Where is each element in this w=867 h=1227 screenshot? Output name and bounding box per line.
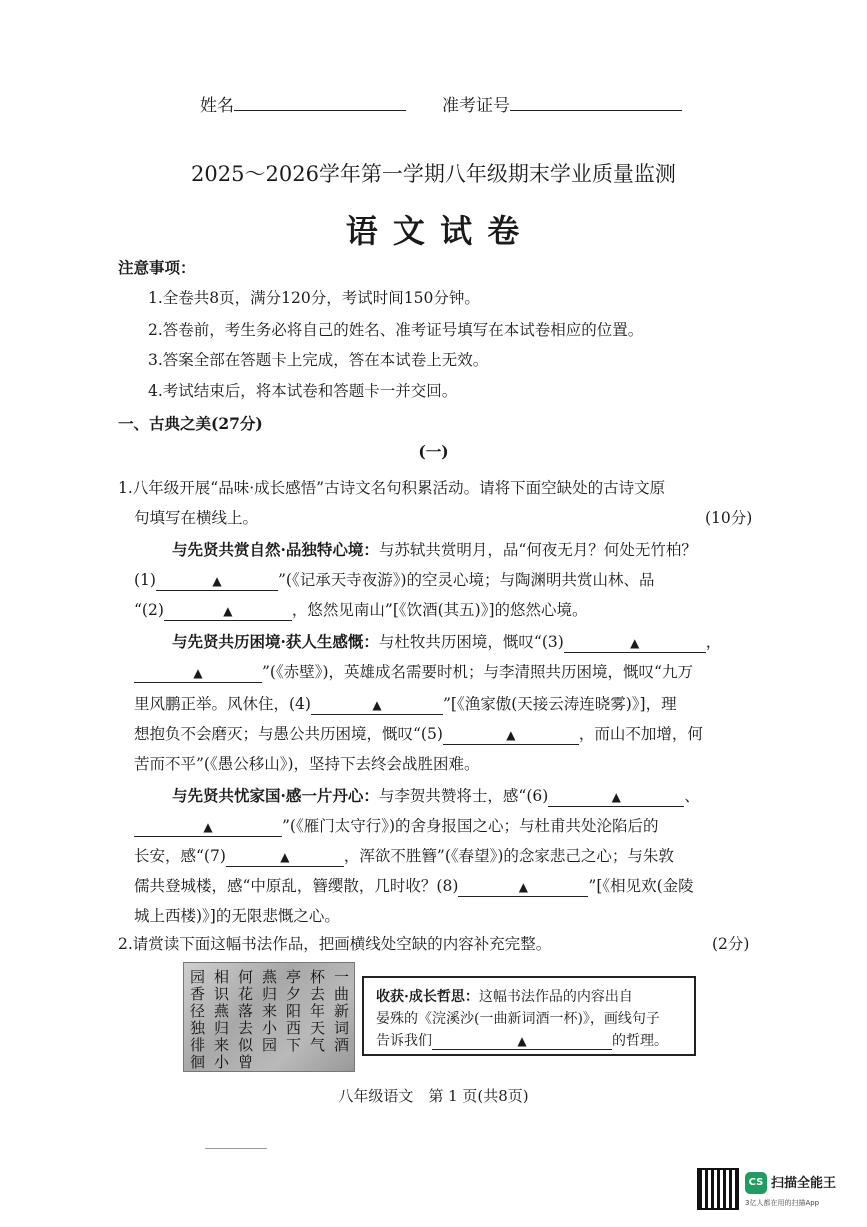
calligraphy-column: 园香径独徘徊 xyxy=(188,969,206,1071)
exam-id-blank xyxy=(510,94,682,111)
app-logo-icon: CS xyxy=(745,1172,767,1194)
calligraphy-column: 何花落去似曾 xyxy=(236,969,254,1071)
triangle-icon: ▲ xyxy=(223,604,233,618)
section-heading: 一、古典之美(27分) xyxy=(118,414,263,433)
para-text: 儒共登城楼，感“中原乱，簪缨散，几时收？(8) xyxy=(134,877,459,895)
answer-blank-1 xyxy=(156,571,278,591)
q1-para3-line1: 与先贤共忧家国·感一片丹心：与李贺共赞将士，感“(6) ▲ 、 xyxy=(172,786,700,805)
note-item: 1.全卷共8页，满分120分，考试时间150分钟。 xyxy=(148,289,480,307)
answer-blank-3b xyxy=(134,663,262,683)
q1-para1-line3 xyxy=(134,600,588,621)
app-name: 扫描全能王 xyxy=(771,1176,837,1191)
exam-id-label: 准考证号 xyxy=(442,96,510,116)
q1-para2-line4 xyxy=(134,724,703,745)
para-text: ，悠然见南山”[《饮酒(其五)》]的悠然心境。 xyxy=(291,601,588,619)
para-lead: 与先贤共赏自然·品独特心境： xyxy=(172,540,379,559)
exam-subtitle: 2025～2026学年第一学期八年级期末学业质量监测 xyxy=(191,162,676,186)
app-tagline: 3亿人都在用的扫描App xyxy=(745,1199,820,1207)
para-text: 里风鹏正举。风休住，(4) xyxy=(134,695,311,713)
para-text: 与苏轼共赏明月，品“何夜无月？何处无竹柏？ xyxy=(378,541,697,559)
triangle-icon: ▲ xyxy=(212,574,222,588)
box-line3 xyxy=(376,1030,682,1052)
para-text: 想抱负不会磨灭；与愚公共历困境，慨叹“(5) xyxy=(134,725,443,743)
para-text: 与李贺共赞将士，感“(6) xyxy=(378,787,549,805)
q1-para3-line3 xyxy=(134,846,674,867)
qr-code-icon xyxy=(697,1168,739,1210)
para-text: ”(《记承天寺夜游》)的空灵心境；与陶渊明共赏山林、品 xyxy=(277,571,655,589)
triangle-icon: ▲ xyxy=(193,666,203,680)
page-footer: 八年级语文 第 1 页(共8页) xyxy=(338,1087,529,1105)
q1-para1-line1 xyxy=(172,540,697,560)
box-line1 xyxy=(376,986,682,1008)
divider xyxy=(205,1148,267,1149)
triangle-icon: ▲ xyxy=(506,728,516,742)
calligraphy-column: 燕归来小园 xyxy=(260,969,278,1054)
answer-blank-8 xyxy=(458,877,588,897)
calligraphy-image xyxy=(183,962,355,1072)
answer-blank-q2 xyxy=(432,1033,612,1050)
box-lead: 收获·成长哲思： xyxy=(376,989,479,1005)
note-item: 2.答卷前，考生务必将自己的姓名、准考证号填写在本试卷相应的位置。 xyxy=(148,321,644,339)
exam-title: 语 文 试 卷 xyxy=(345,212,522,250)
para-text: 长安，感“(7) xyxy=(134,847,226,865)
box-text: 的哲理。 xyxy=(612,1033,668,1049)
para-lead: 与先贤共历困境·获人生感慨： xyxy=(172,632,379,651)
q1-para1-line2 xyxy=(134,570,655,591)
q1-stem-line1: 1.八年级开展“品味·成长感悟”古诗文名句积累活动。请将下面空缺处的古诗文原 xyxy=(118,479,666,497)
answer-blank-6a xyxy=(548,787,684,807)
para-text: ”[《相见欢(金陵 xyxy=(588,877,694,895)
answer-blank-6b xyxy=(134,817,282,837)
notes-heading: 注意事项： xyxy=(118,258,196,277)
q1-stem-line2: 句填写在横线上。 xyxy=(134,509,259,527)
note-item: 4.考试结束后，将本试卷和答题卡一并交回。 xyxy=(148,382,458,400)
answer-blank-5 xyxy=(443,725,579,745)
name-blank xyxy=(234,94,406,111)
triangle-icon: ▲ xyxy=(611,790,621,804)
calligraphy-column: 相识燕归来小 xyxy=(212,969,230,1071)
triangle-icon: ▲ xyxy=(280,850,290,864)
q1-para2-line3 xyxy=(134,694,677,715)
box-line2: 晏殊的《浣溪沙(一曲新词酒一杯)》，画线句子 xyxy=(376,1011,660,1027)
q1-para2-line1: 与先贤共历困境·获人生感慨：与杜牧共历困境，慨叹“(3) ▲ ， xyxy=(172,632,722,651)
answer-blank-2 xyxy=(164,601,292,621)
answer-blank-7 xyxy=(226,847,344,867)
blank-number: (1) xyxy=(134,571,156,589)
answer-blank-4 xyxy=(311,695,443,715)
part-heading: (一) xyxy=(418,442,449,461)
triangle-icon: ▲ xyxy=(630,636,640,650)
para-text: ，而山不加增，何 xyxy=(578,725,703,743)
blank-number: “(2) xyxy=(134,601,164,619)
q1-para3-line5: 城上西楼)》]的无限悲慨之心。 xyxy=(134,907,340,925)
q1-score: (10分) xyxy=(705,509,753,527)
box-text: 这幅书法作品的内容出自 xyxy=(478,989,633,1005)
note-item: 3.答案全部在答题卡上完成，答在本试卷上无效。 xyxy=(148,351,489,369)
box-text: 告诉我们 xyxy=(376,1033,432,1049)
para-text: ”(《赤壁》)，英雄成名需要时机；与李清照共历困境，慨叹“九万 xyxy=(262,663,693,681)
para-text: ，浑欲不胜簪”(《春望》)的念家悲己之心；与朱敦 xyxy=(343,847,674,865)
q2-score: (2分) xyxy=(712,935,750,953)
para-text: ”[《渔家傲(天接云涛连晓雾)》]，理 xyxy=(442,695,677,713)
triangle-icon: ▲ xyxy=(203,820,213,834)
name-field xyxy=(200,94,406,116)
answer-blank-3a xyxy=(564,633,706,653)
name-label: 姓名 xyxy=(200,96,234,116)
q1-para2-line5: 苦而不平”(《愚公移山》)，坚持下去终会战胜困难。 xyxy=(134,755,480,773)
calligraphy-column: 一曲新词酒 xyxy=(332,969,350,1054)
calligraphy-column: 亭夕阳西下 xyxy=(284,969,302,1054)
triangle-icon: ▲ xyxy=(518,880,528,894)
exam-id-field xyxy=(442,94,682,116)
q1-para3-line2 xyxy=(134,816,659,837)
triangle-icon: ▲ xyxy=(372,698,382,712)
q1-para2-line2 xyxy=(134,662,693,683)
triangle-icon: ▲ xyxy=(517,1034,527,1048)
para-lead: 与先贤共忧家国·感一片丹心： xyxy=(172,786,379,805)
para-text: 与杜牧共历困境，慨叹“(3) xyxy=(378,633,564,651)
q2-answer-box xyxy=(362,976,696,1056)
q2-stem: 2.请赏读下面这幅书法作品，把画横线处空缺的内容补充完整。 xyxy=(118,935,552,953)
para-text: ”(《雁门太守行》)的舍身报国之心；与杜甫共处沦陷后的 xyxy=(282,817,659,835)
q1-para3-line4 xyxy=(134,876,694,897)
calligraphy-column: 杯去年天气 xyxy=(308,969,326,1054)
